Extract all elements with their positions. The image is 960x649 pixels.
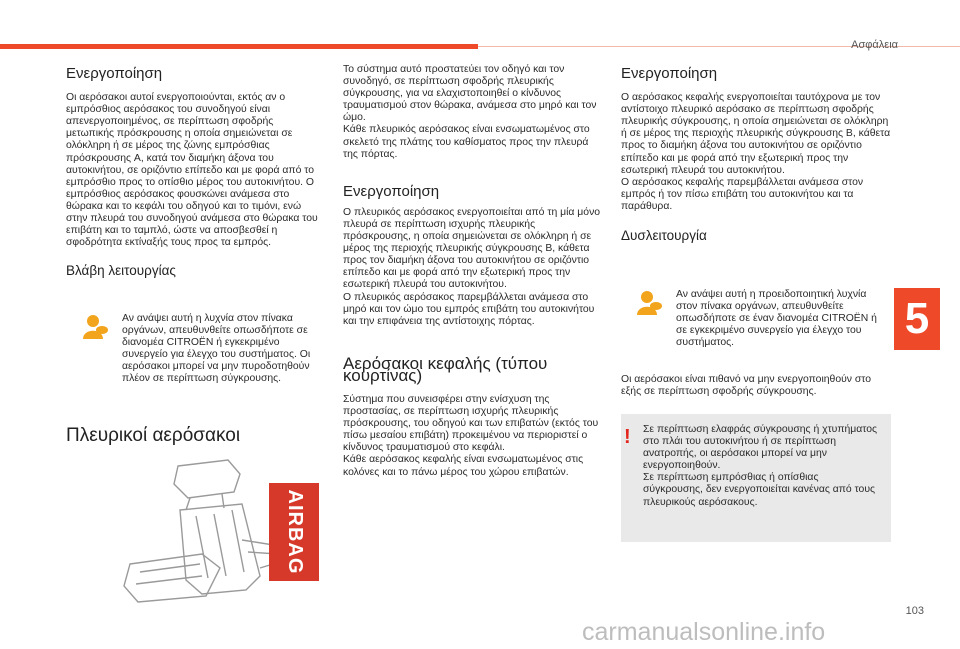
- heading-malfunction: Δυσλειτουργία: [621, 228, 707, 244]
- side-activation-position: Ο πλευρικός αερόσακος παρεμβάλλεται ανάμεσα στο μηρό και τον ώμο του εμπρός επιβάτη του αυτοκινήτου και την επιφάνεια της αντίστοιχης πόρτας.: [343, 291, 595, 327]
- curtain-airbag-location: Κάθε αερόσακος κεφαλής είναι ενσωματωμένος στις κολόνες και το πάνω μέρος του χώρου επιβατών.: [343, 454, 584, 478]
- warning-box: [621, 414, 891, 542]
- side-airbag-location: Κάθε πλευρικός αερόσακος είναι ενσωματωμένος στο σκελετό της πλάτης του καθίσματος προς την πλευρά της πόρτας.: [343, 124, 590, 160]
- warning-light-collision: Σε περίπτωση ελαφράς σύγκρουσης ή χτυπήματος στο πλάι του αυτοκινήτου ή σε περίπτωση ανατροπής, οι αερόσακοι μπορεί να μην ενεργοποιηθούν.: [643, 424, 878, 472]
- airbag-label: [269, 483, 319, 581]
- heading-side-activation: Ενεργοποίηση: [343, 182, 440, 200]
- column-3: [621, 65, 891, 244]
- warning-exclamation-icon: !: [624, 426, 631, 448]
- curtain-activation-position: Ο αερόσακος κεφαλής παρεμβάλλεται ανάμεσα στον εμπρός ή τον πίσω επιβάτη του αυτοκινήτου και τα παράθυρα.: [621, 176, 864, 212]
- fault-note-1: Αν ανάψει αυτή η λυχνία στον πίνακα οργάνων, απευθυνθείτε οπωσδήποτε σε διανομέα CITROËN ή εγκεκριμένο συνεργείο για έλεγχο του συστήματος. Οι αερόσακοι μπορεί να μην πυροδοτηθούν πλέον σε περίπτωση σύγκρουσης.: [122, 313, 311, 385]
- activation-text: Οι αερόσακοι αυτοί ενεργοποιούνται, εκτός αν ο εμπρόσθιος αερόσακος του συνοδηγού είναι απενεργοποιημένος, σε περίπτωση σφοδρής μετωπικής πρόσκρουσης η οποία σημειώνεται σε ολόκληρη ή σε μέρος της ζώνης εμπρόσθιας πρόσκρουσης A, κατά τον διαμήκη άξονα του αυτοκινήτου, σε οριζόντιο επίπεδο και με φορά από το εμπρόσθιο προς το οπίσθιο μέρος του αυτοκινήτου. Ο εμπρόσθιος αερόσακος φουσκώνει ανάμεσα στο θώρακα και το κεφάλι του οδηγού και το τιμόνι, ενώ στην πλευρά του συνοδηγού ανάμεσα στο θώρακα του επιβάτη και το ταμπλό, ώστε να αποσβεσθεί η σφοδρότητα εκτίναξής τους προς τα εμπρός.: [66, 92, 318, 249]
- side-activation-text: Ο πλευρικός αερόσακος ενεργοποιείται από τη μία μόνο πλευρά σε περίπτωση ισχυρής πλευρικής πρόσκρουσης, η οποία σημειώνεται σε ολόκληρη ή σε μέρος της περιοχής πλευρικής σύγκρουσης B, κάθετα προς τον διαμήκη άξονα του αυτοκινήτου σε οριζόντιο επίπεδο και με φορά από την εξωτερική προς την εσωτερική πλευρά του αυτοκινήτου.: [343, 206, 601, 291]
- airbag-warning-icon-2: [634, 289, 664, 315]
- malfunction-consequence: Οι αερόσακοι είναι πιθανό να μην ενεργοποιηθούν στο εξής σε περίπτωση σφοδρής σύγκρουσης.: [621, 374, 872, 398]
- chapter-tab: [894, 288, 940, 350]
- heading-side-airbags: Πλευρικοί αερόσακοι: [66, 425, 241, 446]
- warning-front-rear-collision: Σε περίπτωση εμπρόσθιας ή οπίσθιας σύγκρουσης, δεν ενεργοποιείται κανένας από τους πλευρικούς αερόσακους.: [643, 472, 876, 508]
- column-1: [66, 65, 322, 279]
- header-accent-bar: [0, 44, 478, 49]
- fault-note-2: Αν ανάψει αυτή η προειδοποιητική λυχνία στον πίνακα οργάνων, απευθυνθείτε οπωσδήποτε σε έναν διανομέα CITROËN ή σε εγκεκριμένο συνεργείο για έλεγχο του συστήματος.: [676, 289, 877, 349]
- chapter-number: 5: [904, 294, 930, 343]
- column-2: [343, 64, 605, 479]
- heading-fault: Βλάβη λειτουργίας: [66, 263, 176, 279]
- watermark: carmanualsonline.info: [582, 618, 826, 646]
- page-number: 103: [905, 605, 924, 617]
- curtain-airbag-intro: Σύστημα που συνεισφέρει στην ενίσχυση της προστασίας, σε περίπτωση ισχυρής πλευρικής πρόσκρουσης, του οδηγού και των επιβατών (εκτός του πίσω μεσαίου επιβάτη) προκειμένου να περιοριστεί ο κίνδυνος τραυματισμού στο κεφάλι.: [343, 393, 599, 454]
- airbag-label-text: AIRBAG: [284, 489, 306, 575]
- warning-text: [643, 424, 879, 509]
- curtain-activation-text: Ο αερόσακος κεφαλής ενεργοποιείται ταυτόχρονα με τον αντίστοιχο πλευρικό αερόσακο σε περίπτωση σφοδρής πλευρικής σύγκρουσης, η οποία σημειώνεται σε ολόκληρη ή σε μέρος της περιοχής πλευρικής σύγκρουσης B, κάθετα προς το διαμήκη άξονα του αυτοκινήτου σε οριζόντιο επίπεδο και με φορά από την εξωτερική προς την εσωτερική πλευρά του αυτοκινήτου.: [621, 92, 891, 176]
- airbag-warning-icon: [80, 313, 110, 339]
- heading-curtain-activation: Ενεργοποίηση: [621, 65, 718, 82]
- heading-activation: Ενεργοποίηση: [66, 65, 163, 82]
- section-title: Ασφάλεια: [851, 39, 898, 51]
- side-airbag-intro: Το σύστημα αυτό προστατεύει τον οδηγό και τον συνοδηγό, σε περίπτωση σφοδρής πλευρικής σύγκρουσης, για να ελαχιστοποιηθεί ο κίνδυνος τραυματισμού στον θώρακα, ανάμεσα στο μηρό και τον ώμο.: [343, 64, 597, 124]
- heading-curtain-airbags: Αερόσακοι κεφαλής (τύπου κουρτίνας): [343, 353, 548, 385]
